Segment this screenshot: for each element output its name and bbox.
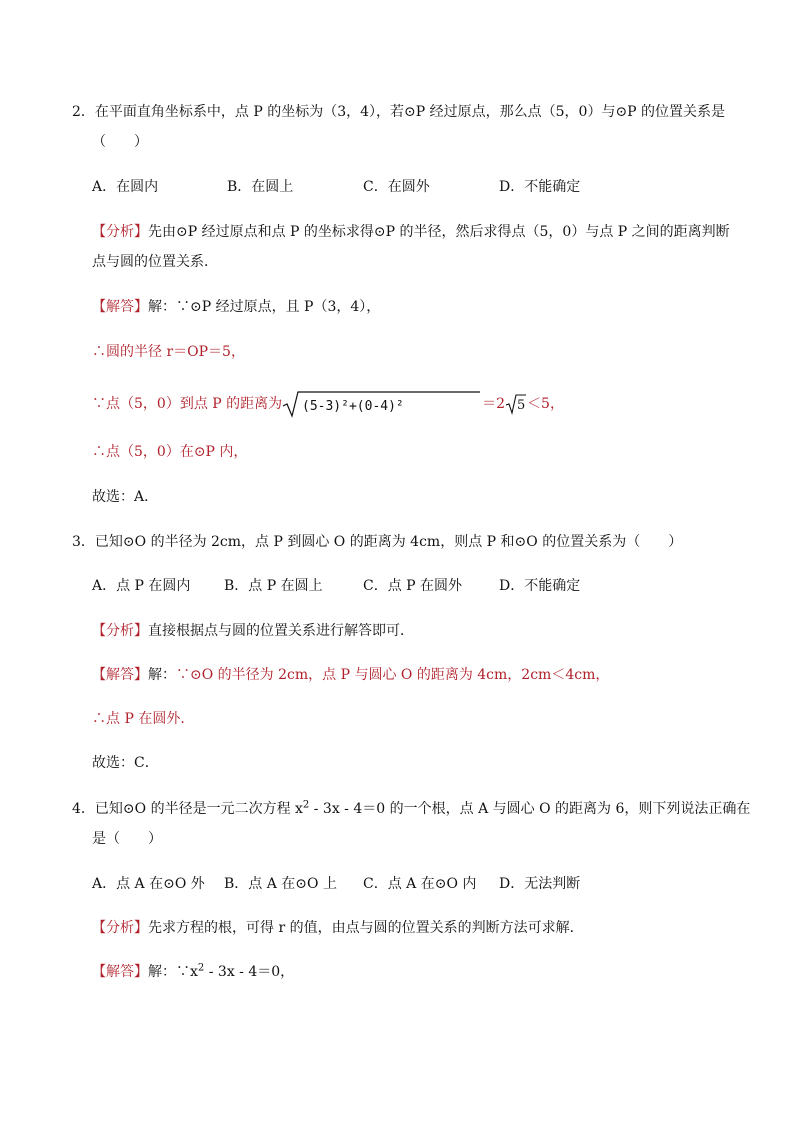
q3-option-c: C．点 P 在圆外 <box>363 578 463 594</box>
q2-step2-eq: ＝2 <box>482 396 506 412</box>
q2-sqrt-expression <box>282 390 482 418</box>
q2-step2-suffix: ＜5， <box>527 396 564 412</box>
q4-analysis-text: 先求方程的根，可得 r 的值，由点与圆的位置关系的判断方法可求解． <box>148 920 584 936</box>
q2-step2-radicand: (5-3)²+(0-4)² <box>302 399 404 414</box>
sqrt-sign-icon <box>282 390 482 418</box>
q2-sqrt5 <box>505 393 527 415</box>
q3-answer-prefix: 解： <box>148 667 176 683</box>
q4-answer-tag: 【解答】 <box>92 964 148 980</box>
q2-analysis-text: 先由⊙P 经过原点和点 P 的坐标求得⊙P 的半径，然后求得点（5，0）与点 P 之间的距离判断 <box>148 224 730 240</box>
q2-step3: ∴点（5，0）在⊙P 内， <box>92 444 248 460</box>
q4-answer-a: 解：∵x <box>148 964 198 980</box>
q4-stem-line1 <box>72 799 750 819</box>
q2-stem-line2: （ ） <box>92 134 148 150</box>
q3-analysis <box>92 621 414 641</box>
q2-answer-line1 <box>92 297 380 317</box>
q4-answer-b: - 3x - 4＝0， <box>204 964 295 980</box>
q3-answer-red: ∵⊙O 的半径为 2cm，点 P 与圆心 O 的距离为 4cm，2cm＜4cm， <box>176 667 610 683</box>
q2-step2 <box>92 390 564 418</box>
q2-analysis-line1 <box>92 222 730 242</box>
q3-analysis-text: 直接根据点与圆的位置关系进行解答即可． <box>148 623 414 639</box>
q4-stem-a: 4．已知⊙O 的半径是一元二次方程 x <box>72 801 303 817</box>
q4-option-a: A．点 A 在⊙O 外 <box>92 876 205 892</box>
q3-option-d: D．不能确定 <box>499 578 581 594</box>
q2-option-b: B．在圆上 <box>227 179 294 195</box>
q4-option-b: B．点 A 在⊙O 上 <box>224 876 337 892</box>
q2-analysis-tag: 【分析】 <box>92 224 148 240</box>
q2-stem-line1: 2．在平面直角坐标系中，点 P 的坐标为（3，4），若⊙P 经过原点，那么点（5，0）与⊙P 的位置关系是 <box>72 104 726 120</box>
q3-answer <box>92 665 609 685</box>
q2-step2-prefix: ∵点（5，0）到点 P 的距离为 <box>92 396 283 412</box>
q4-stem-b: - 3x - 4＝0 的一个根，点 A 与圆心 O 的距离为 6，则下列说法正确在 <box>309 801 751 817</box>
q4-answer-sup: 2 <box>197 962 205 974</box>
q3-option-b: B．点 P 在圆上 <box>224 578 323 594</box>
q2-option-d: D．不能确定 <box>499 179 581 195</box>
q2-choice: 故选：A． <box>92 489 159 505</box>
q2-option-c: C．在圆外 <box>363 179 430 195</box>
q2-option-a: A．在圆内 <box>92 179 159 195</box>
q2-answer-text: 解：∵⊙P 经过原点，且 P（3，4）， <box>148 299 381 315</box>
q4-analysis-tag: 【分析】 <box>92 920 148 936</box>
q3-option-a: A．点 P 在圆内 <box>92 578 191 594</box>
q2-step1: ∴圆的半径 r＝OP＝5， <box>92 344 245 360</box>
q3-stem: 3．已知⊙O 的半径为 2cm，点 P 到圆心 O 的距离为 4cm，则点 P 和⊙O 的位置关系为（ ） <box>72 534 683 550</box>
q4-option-c: C．点 A 在⊙O 内 <box>363 876 477 892</box>
q3-choice: 故选：C． <box>92 755 159 771</box>
q2-step2-root: 5 <box>517 398 526 413</box>
q4-stem-sup: 2 <box>302 799 310 811</box>
q3-answer-tag: 【解答】 <box>92 667 148 683</box>
q3-step1: ∴点 P 在圆外． <box>92 711 195 727</box>
sqrt-sign-small-icon <box>505 393 527 415</box>
q2-analysis-line2: 点与圆的位置关系． <box>92 254 218 270</box>
q4-answer <box>92 962 294 982</box>
q4-stem-line2: 是（ ） <box>92 831 162 847</box>
q4-analysis <box>92 918 584 938</box>
q2-answer-tag: 【解答】 <box>92 299 148 315</box>
q3-analysis-tag: 【分析】 <box>92 623 148 639</box>
q4-option-d: D．无法判断 <box>499 876 581 892</box>
